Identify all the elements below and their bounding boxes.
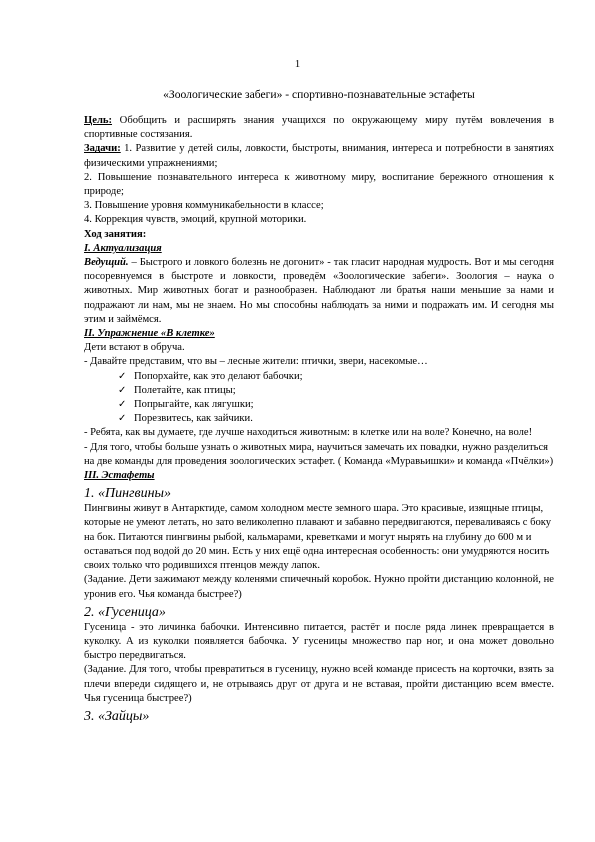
goal-label: Цель: — [84, 115, 113, 126]
section1-heading: I. Актуализация — [84, 242, 162, 254]
checklist-text: Порезвитесь, как зайчики. — [134, 413, 253, 425]
list-item — [118, 398, 554, 412]
relay1-title: 1. «Пингвины» — [84, 486, 172, 502]
task-item-4: 4. Коррекция чувств, эмоций, крупной моторики. — [84, 214, 307, 226]
section3-heading: III. Эстафеты — [84, 470, 155, 482]
relay1-text: Пингвины живут в Антарктиде, самом холодном месте земного шара. Это красивые, изящные птицы, которые не умеют летать, но зато великолепно плавают и забавно передвигаются, переваливаясь с боку на бок. Питаются пингвины рыбой, кальмарами, креветками и могут нырять на глубину до 600 м и оставаться под водой до 20 мин. Есть у них ещё одна интересная особенность: они умудряются носить своих только что родившихся птенцов между лапок. — [84, 503, 552, 572]
list-item — [118, 384, 554, 398]
relay3-title: 3. «Зайцы» — [84, 708, 150, 724]
course-heading: Ход занятия: — [84, 228, 147, 240]
section2-heading: II. Упражнение «В клетке» — [84, 328, 215, 340]
task-item-1: 1. Развитие у детей силы, ловкости, быстроты, внимания, интереса и потребности в занятиях физическими упражнениями; — [84, 143, 554, 169]
section2-para1: - Ребята, как вы думаете, где лучше находиться животным: в клетке или на воле? Конечно, на воле! — [84, 427, 533, 439]
tasks-paragraph — [84, 142, 554, 170]
section1-paragraph — [84, 256, 554, 327]
page-number: 1 — [294, 59, 301, 70]
lead-label: Ведущий. — [84, 257, 129, 269]
check-mark-icon: ✓ — [118, 413, 127, 425]
lead-text: – Быстрого и ловкого болезнь не догонит» - так гласит народная мудрость. Вот и мы сегодня посоревнуемся в быстроте и ловкости, проведём «Зоологические забеги». Зоология – наука о животных. Мир животных богат и разнообразен. Наблюдают ли братья наши меньшие за нами и подражают ли нам, мы не знаем. Но мы способны наблюдать за ними и подражать им. И сегодня мы этим и займёмся. — [84, 257, 554, 325]
checklist — [84, 370, 554, 427]
check-mark-icon: ✓ — [118, 399, 127, 411]
section2-para2: - Для того, чтобы больше узнать о животных мира, научиться замечать их повадки, нужно разделиться на две команды для проведения зоологических эстафет. ( Команда «Муравьишки» и команда «Пчёлки») — [84, 441, 554, 467]
relay2-title: 2. «Гусеница» — [84, 604, 166, 620]
relay2-text: Гусеница - это личинка бабочки. Интенсивно питается, растёт и после ряда линек превращается в куколку. А из куколки появляется бабочка. У гусеницы множество пар ног, и она может довольно быстро передвигаться. — [84, 621, 554, 662]
checklist-text: Попорхайте, как это делают бабочки; — [134, 370, 303, 382]
goal-paragraph — [84, 114, 554, 142]
tasks-label: Задачи: — [84, 143, 121, 155]
check-mark-icon: ✓ — [118, 384, 127, 396]
checklist-text: Полетайте, как птицы; — [134, 384, 236, 396]
list-item — [118, 370, 554, 384]
relay2-task: (Задание. Для того, чтобы превратиться в гусеницу, нужно всей команде присесть на корточки, взять за плечи впереди сидящего и, не отрываясь друг от друга и не вставая, пройти дистанцию всем вместе. Чья гусеница быстрее?) — [84, 664, 554, 704]
goal-text: Обобщить и расширять знания учащихся по окружающему миру путём вовлечения в спортивные состязания. — [84, 115, 554, 141]
document-body — [84, 114, 554, 725]
document-title: «Зоологические забеги» - спортивно-познавательные эстафеты — [163, 88, 475, 101]
relay1-task: (Задание. Дети зажимают между коленями спичечный коробок. Нужно пройти дистанцию колонной, не уронив его. Чья команда быстрее?) — [84, 574, 554, 600]
section2-line1: Дети встают в обруча. — [84, 342, 185, 354]
section2-line2: - Давайте представим, что вы – лесные жители: птички, звери, насекомые… — [84, 356, 428, 368]
task-item-3: 3. Повышение уровня коммуникабельности в классе; — [84, 200, 324, 212]
checklist-text: Попрыгайте, как лягушки; — [134, 399, 254, 411]
check-mark-icon: ✓ — [118, 370, 127, 382]
task-item-2: 2. Повышение познавательного интереса к животному миру, воспитание бережного отношения к природе; — [84, 171, 554, 198]
list-item — [118, 412, 554, 426]
